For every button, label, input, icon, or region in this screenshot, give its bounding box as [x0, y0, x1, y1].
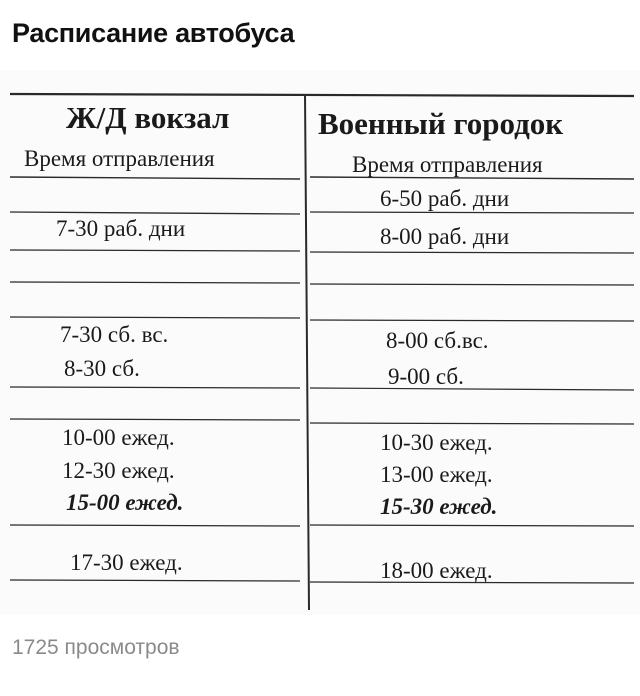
page-title: Расписание автобуса — [12, 18, 295, 48]
row-line — [310, 423, 634, 424]
row-line — [10, 282, 300, 283]
timetable-image — [0, 70, 640, 615]
row-line — [10, 525, 300, 526]
right-departure-time: 6-50 раб. дни — [380, 186, 510, 211]
row-line — [10, 580, 300, 581]
left-departure-time: 8-30 сб. — [64, 356, 140, 381]
right-departure-time: 13-00 ежед. — [380, 462, 493, 487]
row-line — [10, 177, 300, 179]
view-count: 1725 просмотров — [12, 636, 180, 659]
right-departure-time: 8-00 раб. дни — [380, 224, 510, 249]
column-divider — [305, 94, 309, 610]
row-line — [310, 320, 634, 321]
left-column-subheader: Время отправления — [24, 146, 215, 171]
row-line — [10, 317, 300, 318]
left-departure-time: 10-00 ежед. — [62, 425, 175, 450]
left-departure-time: 17-30 ежед. — [70, 550, 183, 575]
right-departure-time: 9-00 сб. — [388, 364, 464, 389]
row-line — [310, 212, 634, 213]
right-column-subheader: Время отправления — [352, 152, 543, 177]
left-departure-time: 7-30 раб. дни — [56, 216, 186, 241]
row-line — [10, 387, 300, 388]
row-line — [310, 284, 634, 285]
table-top-border — [10, 94, 634, 96]
row-line — [310, 525, 634, 526]
right-column-header: Военный городок — [318, 106, 564, 141]
left-departure-time: 12-30 ежед. — [62, 458, 175, 483]
right-departure-time: 18-00 ежед. — [380, 558, 493, 583]
row-line — [10, 250, 300, 251]
right-departure-time: 10-30 ежед. — [380, 430, 493, 455]
row-line — [10, 212, 300, 214]
left-departure-time: 15-00 ежед. — [66, 490, 184, 515]
left-column-header: Ж/Д вокзал — [66, 100, 230, 135]
row-line — [10, 419, 300, 420]
row-line — [310, 388, 634, 390]
row-line — [310, 252, 634, 253]
right-departure-time: 8-00 сб.вс. — [386, 328, 489, 353]
right-departure-time: 15-30 ежед. — [380, 494, 498, 519]
left-departure-time: 7-30 сб. вс. — [60, 322, 169, 347]
